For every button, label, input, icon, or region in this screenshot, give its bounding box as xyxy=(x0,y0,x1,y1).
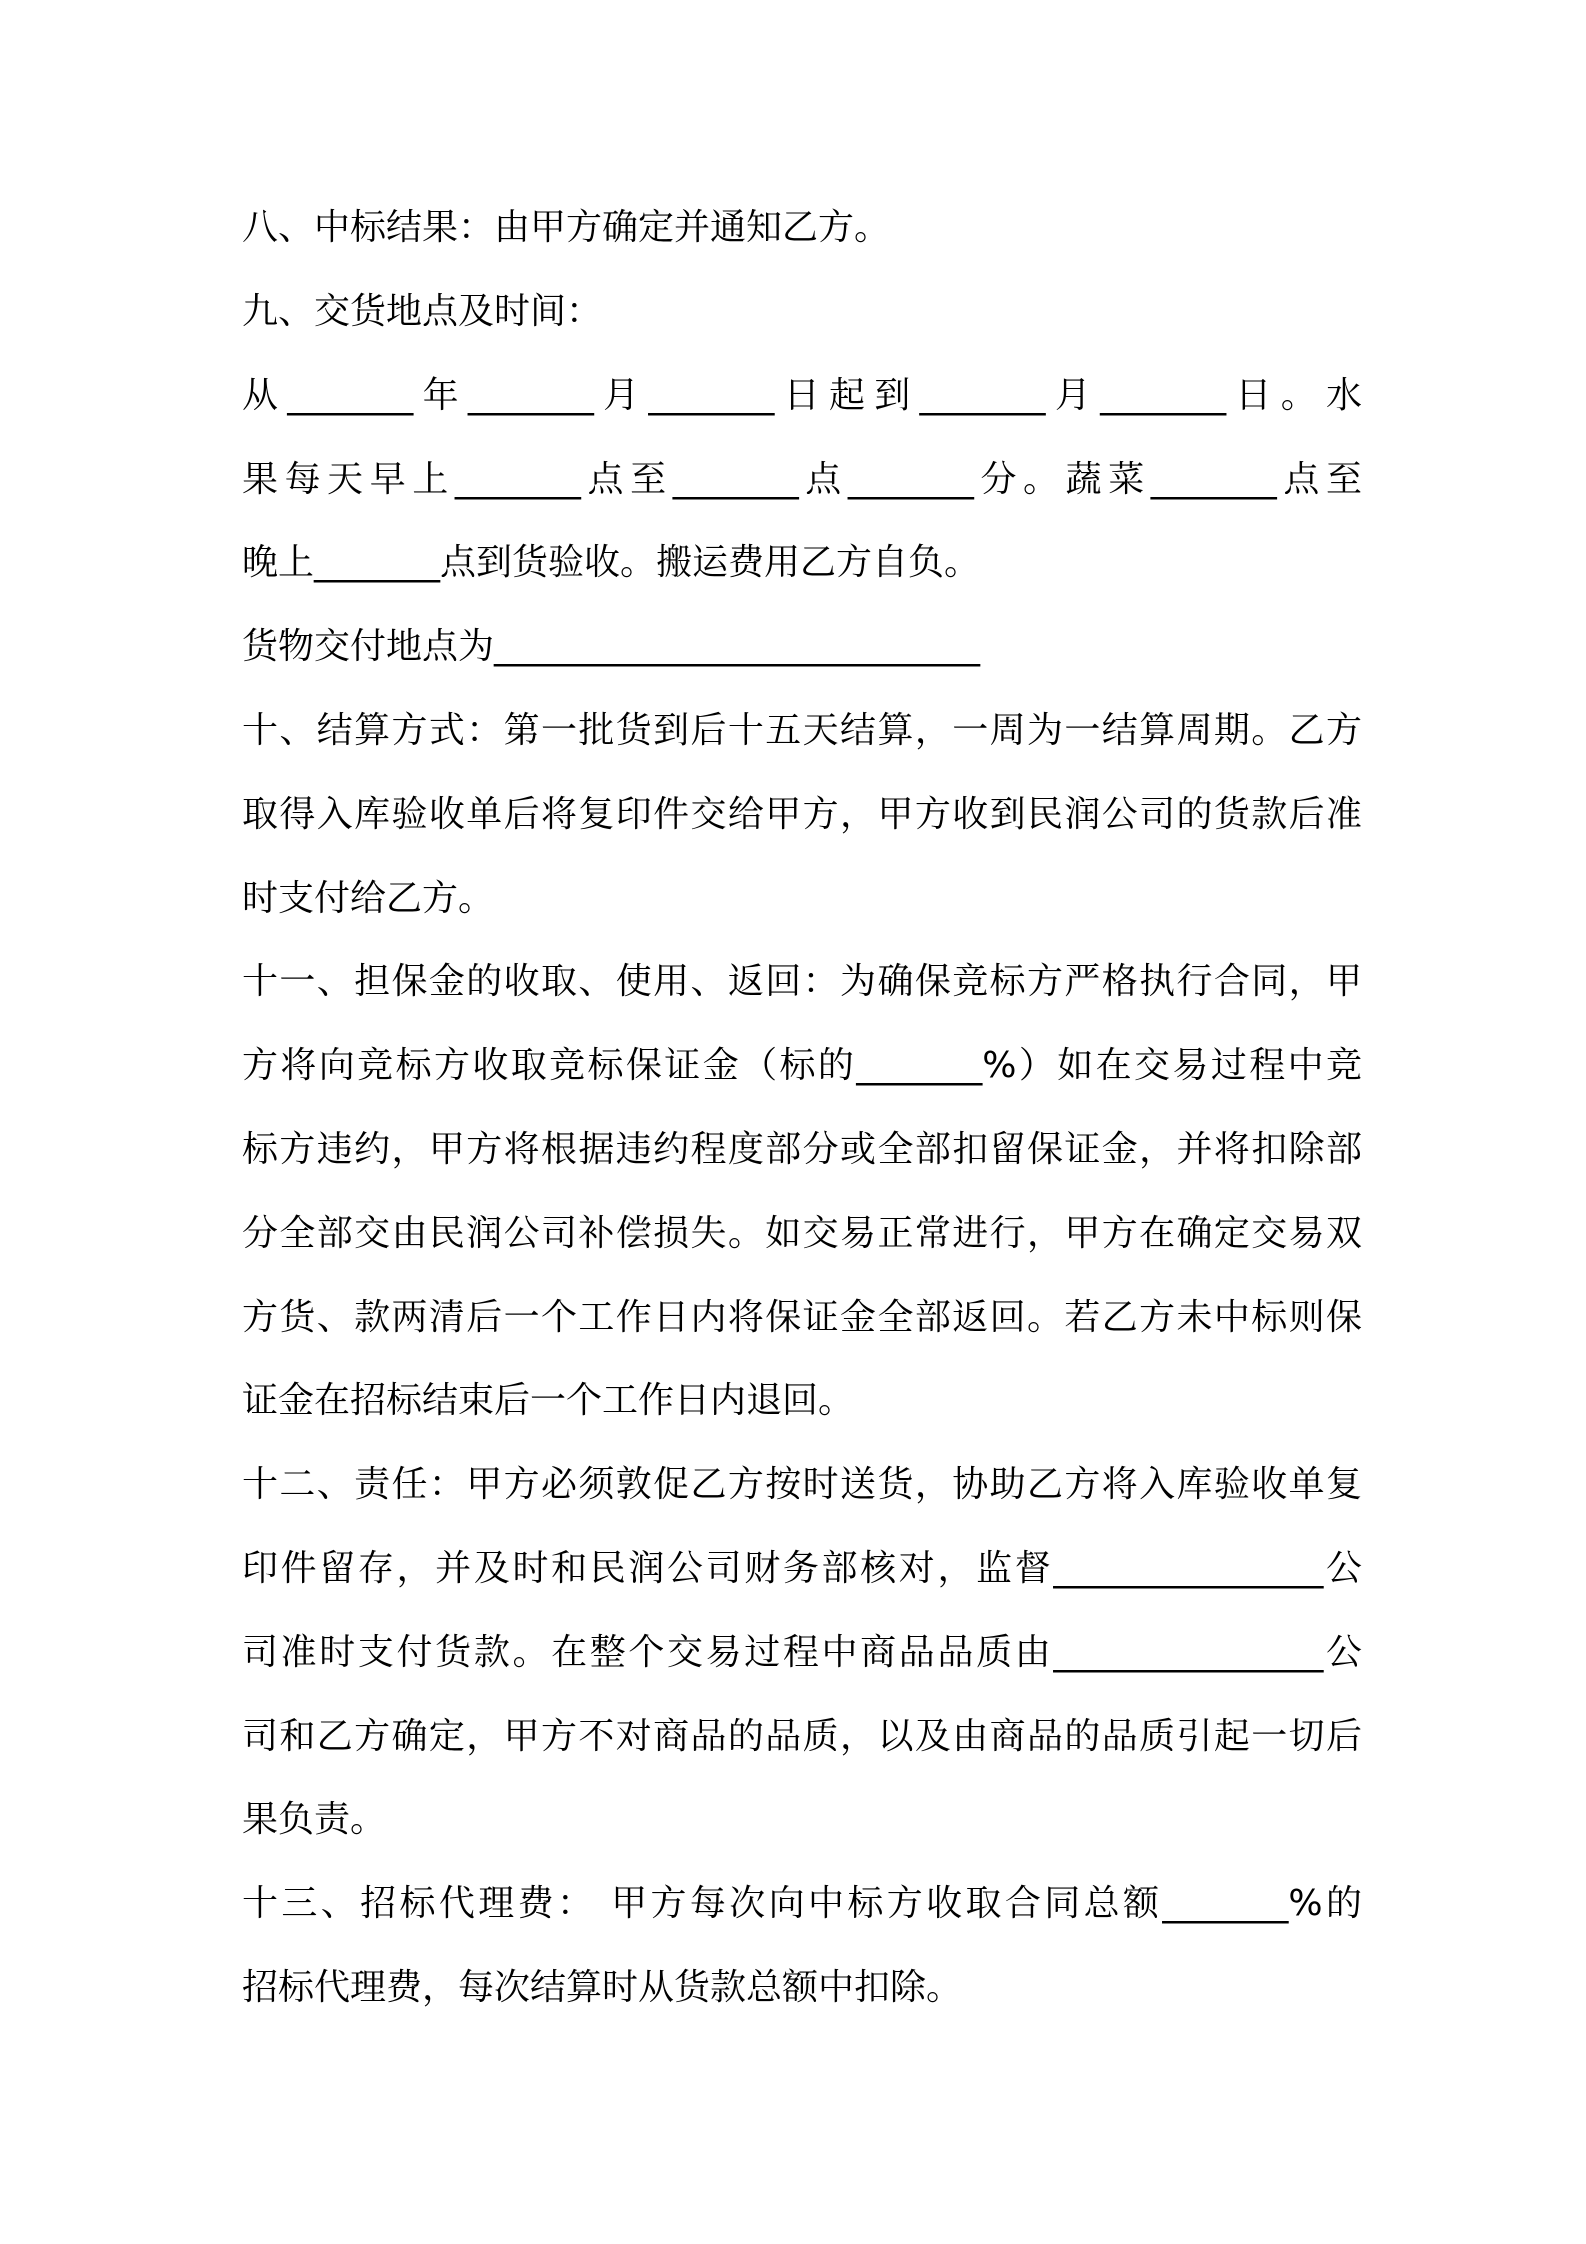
text-line: 证金在招标结束后一个工作日内退回。 xyxy=(242,1380,855,1421)
text-line: 时支付给乙方。 xyxy=(242,878,495,919)
text-line: 分全部交由民润公司补偿损失。如交易正常进行，甲方在确定交易双 xyxy=(242,1213,1362,1254)
text-line: 方将向竞标方收取竞标保证金（标的_______%）如在交易过程中竞 xyxy=(242,1045,1362,1086)
text-line: 司准时支付货款。在整个交易过程中商品品质由_______________公 xyxy=(242,1632,1362,1673)
text-line: 十一、担保金的收取、使用、返回：为确保竞标方严格执行合同，甲 xyxy=(242,961,1362,1002)
text-line: 货物交付地点为___________________________ xyxy=(242,626,981,667)
text-line: 八、中标结果：由甲方确定并通知乙方。 xyxy=(242,207,891,248)
text-line: 标方违约，甲方将根据违约程度部分或全部扣留保证金，并将扣除部 xyxy=(242,1129,1362,1170)
text-line: 十、结算方式：第一批货到后十五天结算，一周为一结算周期。乙方 xyxy=(242,710,1362,751)
text-line: 从_______年_______月_______日起到_______月_______日。水 xyxy=(242,375,1362,416)
text-line: 果每天早上_______点至_______点_______分。蔬菜_______点至 xyxy=(242,459,1362,500)
text-line: 取得入库验收单后将复印件交给甲方，甲方收到民润公司的货款后准 xyxy=(242,794,1362,835)
text-line: 司和乙方确定，甲方不对商品的品质，以及由商品的品质引起一切后 xyxy=(242,1716,1362,1757)
text-line: 果负责。 xyxy=(242,1799,387,1840)
text-line: 十三、招标代理费： 甲方每次向中标方收取合同总额_______%的 xyxy=(242,1883,1362,1924)
text-line: 十二、责任：甲方必须敦促乙方按时送货，协助乙方将入库验收单复 xyxy=(242,1464,1362,1505)
text-line: 方货、款两清后一个工作日内将保证金全部返回。若乙方未中标则保 xyxy=(242,1297,1362,1338)
text-line: 招标代理费，每次结算时从货款总额中扣除。 xyxy=(242,1967,963,2008)
text-line: 晚上_______点到货验收。搬运费用乙方自负。 xyxy=(242,542,981,583)
text-line: 九、交货地点及时间： xyxy=(242,291,603,332)
text-line: 印件留存，并及时和民润公司财务部核对，监督_______________公 xyxy=(242,1548,1362,1589)
